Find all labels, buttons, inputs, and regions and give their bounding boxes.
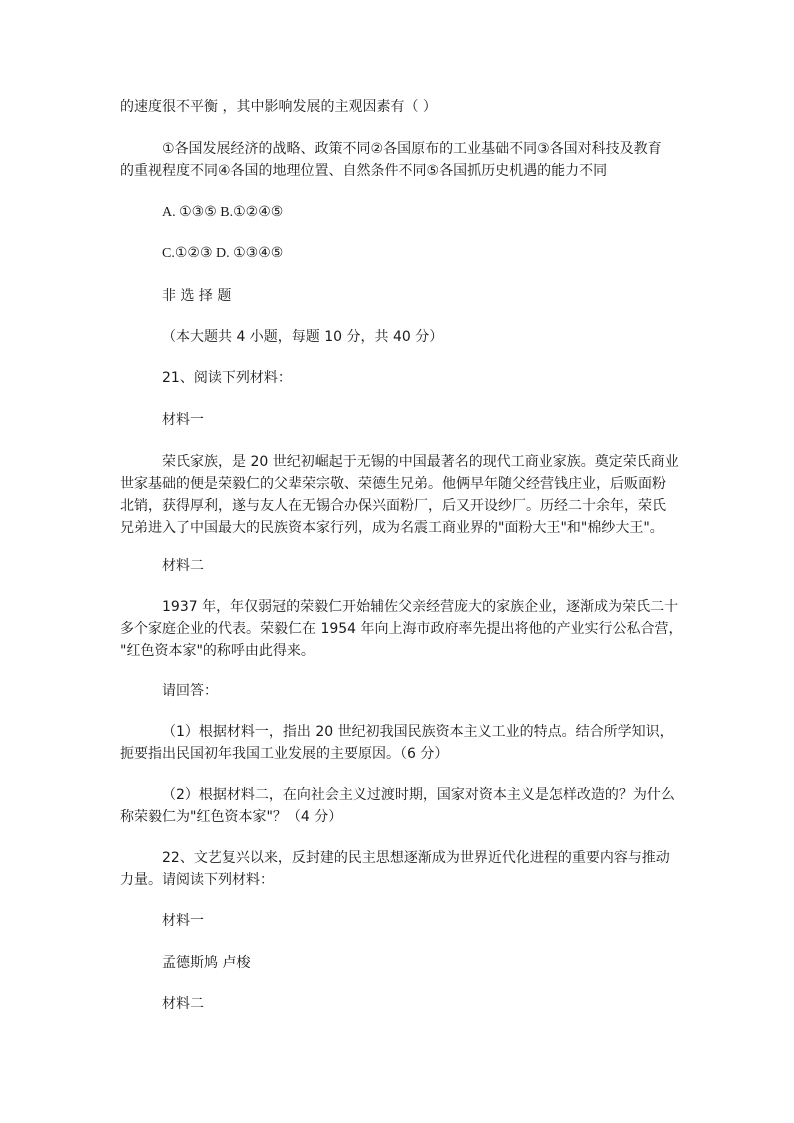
q22-title: 22、文艺复兴以来，反封建的民主思想逐渐成为世界近代化进程的重要内容与推动 力量。请阅读下列材料：: [120, 850, 670, 888]
q21-title: 21、阅读下列材料：: [162, 370, 292, 386]
q21-prompt: 请回答：: [162, 683, 218, 699]
q22-material-2-label: 材料二: [162, 996, 204, 1012]
q20-options-cd: C.①②③ D. ①③④⑤: [162, 246, 284, 261]
q22-material-1-text: 孟德斯鸠 卢梭: [162, 955, 251, 971]
q21-material-2-label: 材料二: [162, 558, 204, 574]
q21-part-2: （2）根据材料二，在向社会主义过渡时期，国家对资本主义是怎样改造的？为什么 称荣毅仁为"红色资本家"？（4 分）: [120, 787, 675, 825]
q20-options-ab: A. ①③⑤ B.①②④⑤: [162, 205, 284, 220]
section-title: 非 选 择 题: [162, 288, 232, 304]
q21-material-1-label: 材料一: [162, 412, 204, 428]
q20-statements: ①各国发展经济的战略、政策不同②各国原布的工业基础不同③各国对科技及教育 的重视程度不同④各国的地理位置、自然条件不同⑤各国抓历史机遇的能力不同: [120, 141, 662, 179]
q21-part-1: （1）根据材料一，指出 20 世纪初我国民族资本主义工业的特点。结合所学知识， 扼要指出民国初年我国工业发展的主要原因。（6 分）: [120, 724, 674, 762]
q22-material-1-label: 材料一: [162, 913, 204, 929]
q20-stem-end: 的速度很不平衡 ，其中影响发展的主观因素有（ ）: [120, 99, 437, 115]
section-note: （本大题共 4 小题，每题 10 分，共 40 分）: [162, 329, 444, 345]
q21-material-1-text: 荣氏家族，是 20 世纪初崛起于无锡的中国最著名的现代工商业家族。奠定荣氏商业 世家基础的便是荣毅仁的父辈荣宗敬、荣德生兄弟。他俩早年随父经营钱庄业，后贩面粉 北销，获得厚利，遂与友人在无锡合办保兴面粉厂，后又开设纱厂。历经二十余年，荣氏 兄弟进入了中国最大的民族资本家行列，成为名震工商业界的"面粉大王"和"棉纱大王"。: [120, 454, 679, 536]
q21-material-2-text: 1937 年，年仅弱冠的荣毅仁开始辅佐父亲经营庞大的家族企业，逐渐成为荣氏二十 多个家庭企业的代表。荣毅仁在 1954 年向上海市政府率先提出将他的产业实行公私合营， "红色资本家"的称呼由此得来。: [120, 599, 683, 659]
